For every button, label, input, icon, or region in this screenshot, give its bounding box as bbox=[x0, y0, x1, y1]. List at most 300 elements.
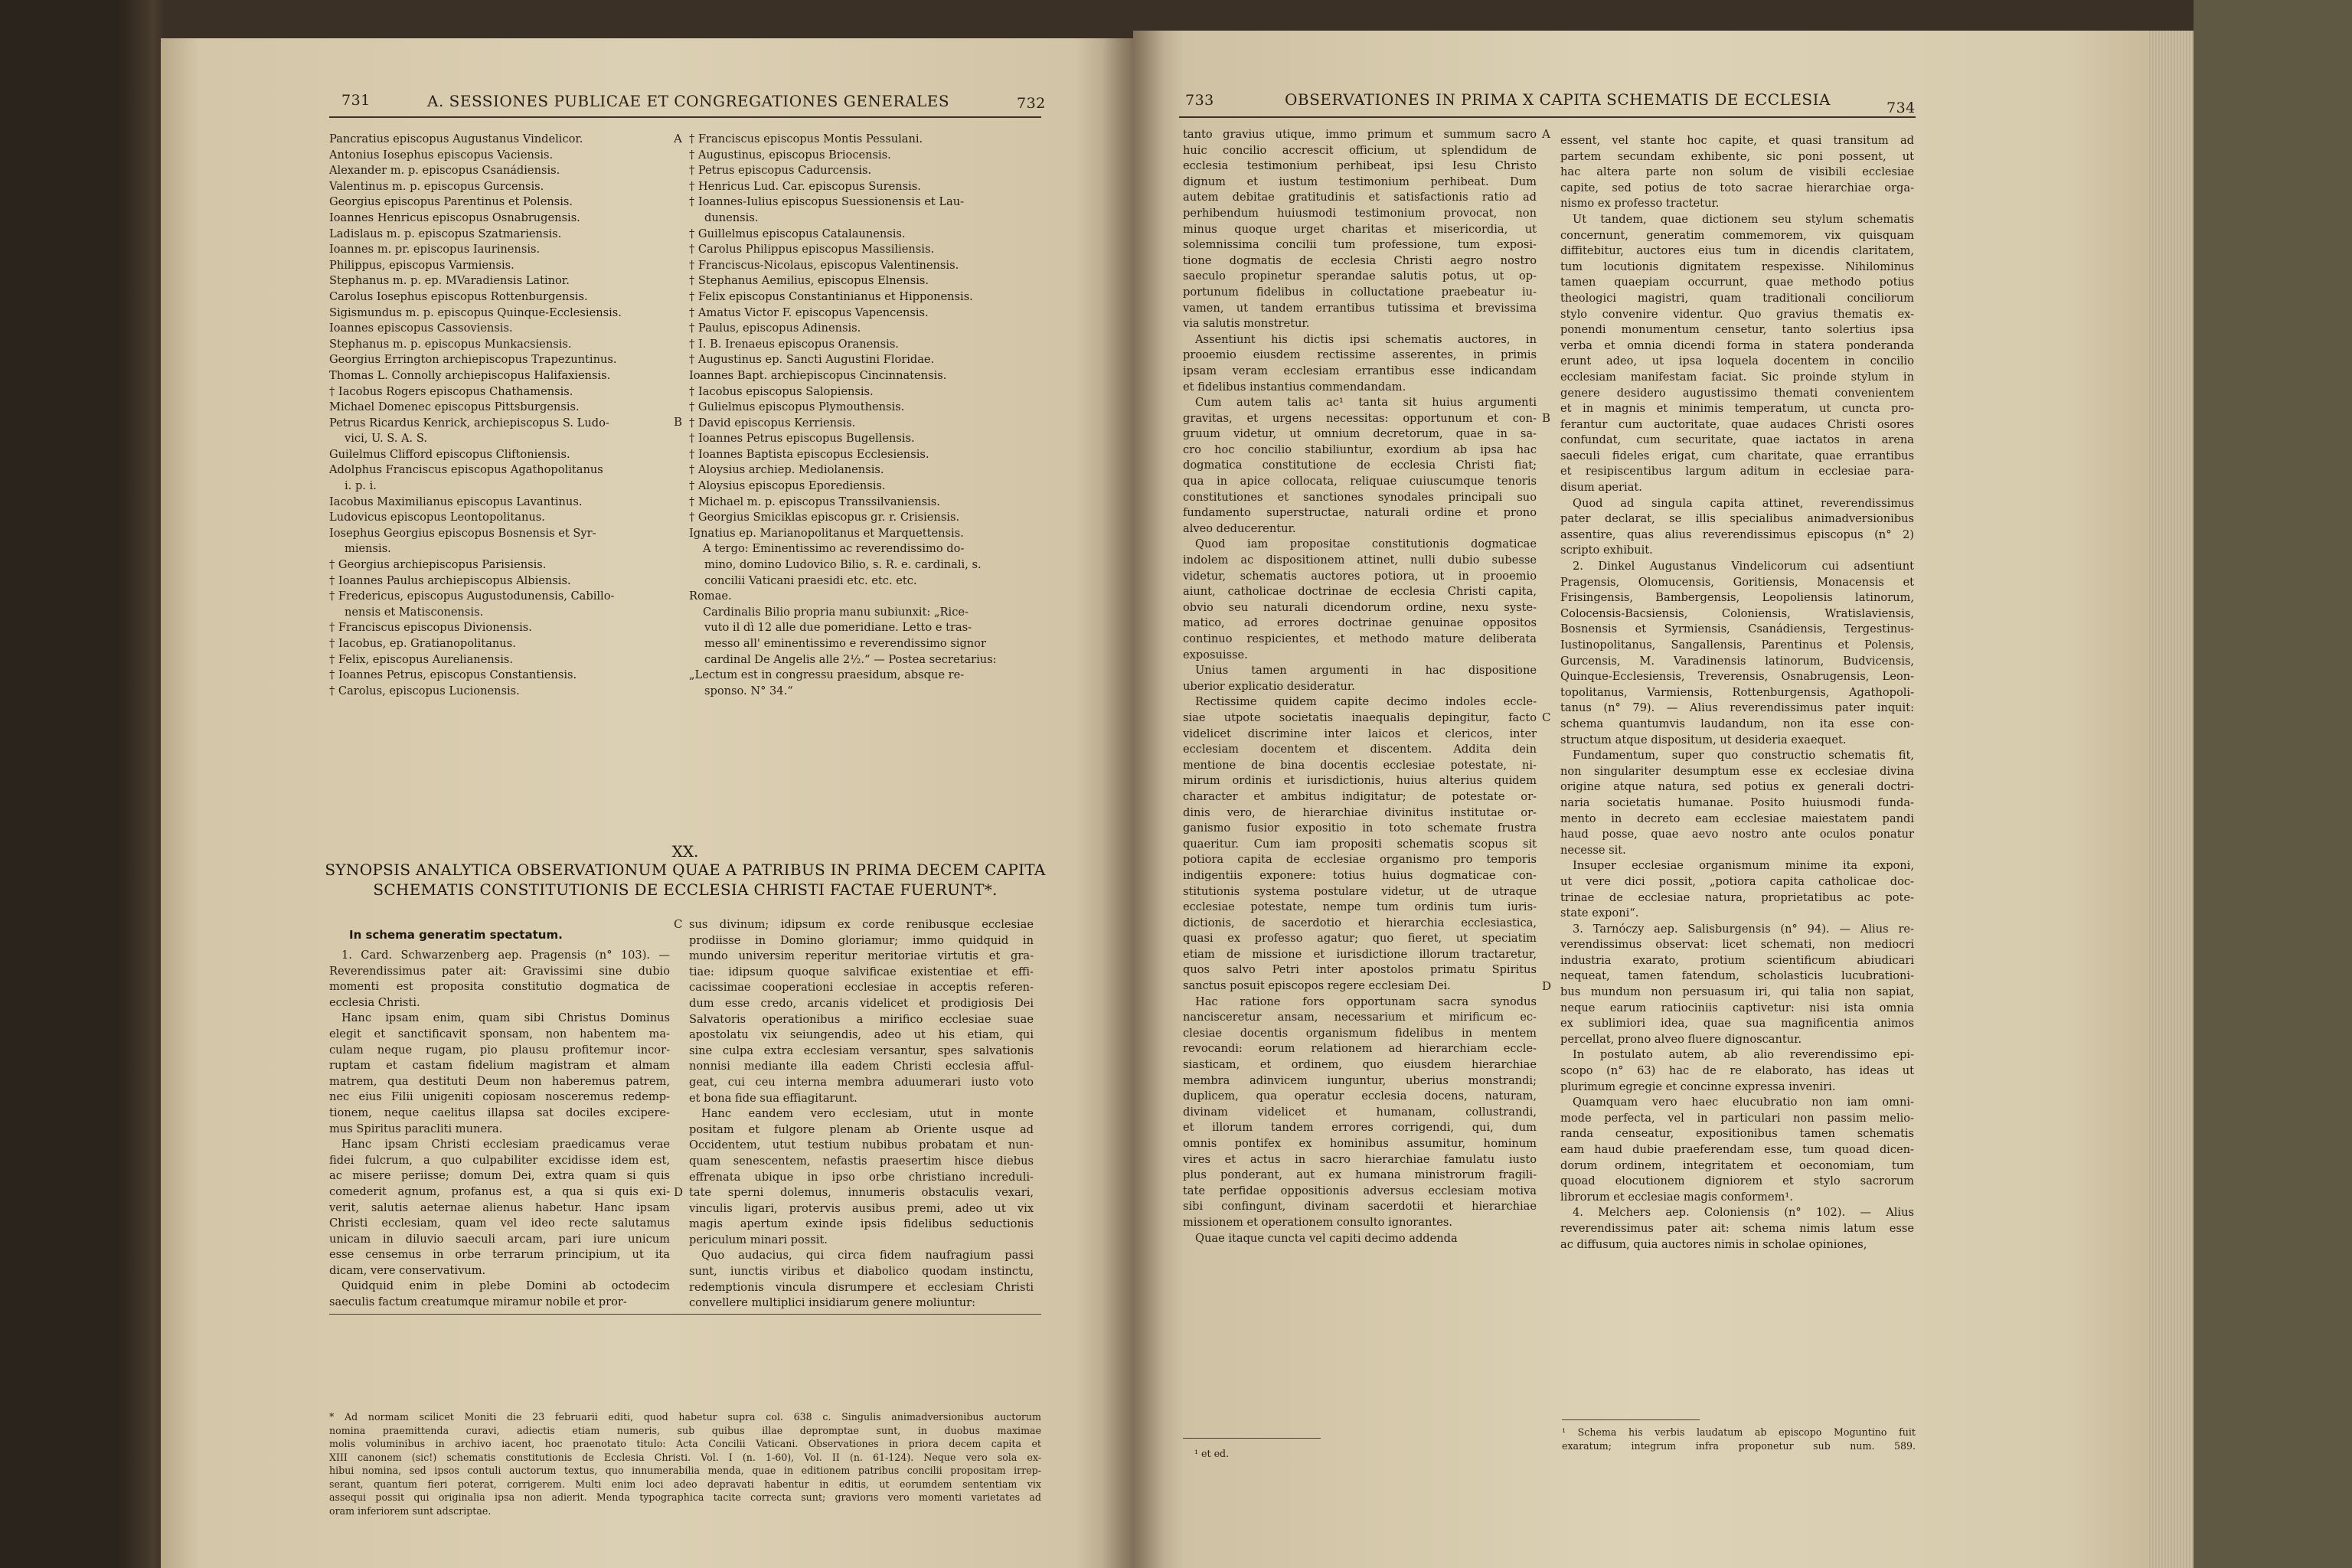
text-line: mode perfecta, vel in particulari non passim melio- bbox=[1560, 1111, 1914, 1125]
text-line: quasi ex professo agatur; quo fieret, ut speciatim bbox=[1183, 932, 1537, 946]
text-line: Reverendissimus pater ait: Gravissimi sine dubio bbox=[329, 964, 670, 978]
text-line: † Augustinus ep. Sancti Augustini Floridae. bbox=[689, 353, 935, 367]
text-line: † Petrus episcopus Cadurcensis. bbox=[689, 164, 872, 178]
left-col2-signatures bbox=[689, 132, 1034, 699]
text-line: comederit agnum, profanus est, a qua si quis exi- bbox=[329, 1184, 670, 1198]
text-line: dicam, vere conservativum. bbox=[329, 1263, 486, 1277]
text-line: Ut tandem, quae dictionem seu stylum schematis bbox=[1573, 212, 1914, 226]
text-line: bus mundum non persuasum iri, qui talia non sapiat, bbox=[1560, 985, 1914, 999]
text-line: Quod iam propositae constitutionis dogmaticae bbox=[1195, 537, 1537, 551]
text-line: * Ad normam scilicet Moniti die 23 februarii editi, quod habetur supra col. 638 c. Singulis animadversionibus auctorum bbox=[329, 1411, 1041, 1423]
margin-letter-c-right: C bbox=[1542, 710, 1551, 724]
text-line: † Ioannes Petrus episcopus Bugellensis. bbox=[689, 432, 915, 446]
text-line: percellat, prono alveo fluere dignoscantur. bbox=[1560, 1032, 1802, 1046]
left-col4-text bbox=[689, 917, 1034, 1312]
text-line: † Franciscus episcopus Montis Pessulani. bbox=[689, 132, 923, 145]
text-line: ut vere dici possit, „potiora capita catholicae doc- bbox=[1560, 874, 1914, 888]
text-line: Ignatius ep. Marianopolitanus et Marquettensis. bbox=[689, 526, 964, 540]
text-line: Alexander m. p. episcopus Csanádiensis. bbox=[329, 164, 560, 178]
text-line: stitutionis systema postulare videtur, ut de utraque bbox=[1183, 884, 1537, 898]
text-line: structum atque dispositum, ut desideria exaequet. bbox=[1560, 733, 1847, 746]
text-line: etiam de missione et iurisdictione illorum tractaretur, bbox=[1183, 947, 1537, 961]
text-line: character et ambitus indigitatur; de potestate or- bbox=[1183, 789, 1537, 803]
text-line: quoad elocutionem digniorem et stylo sacrorum bbox=[1560, 1174, 1914, 1188]
text-line: Christi ecclesiam, quam vel ideo recte salutamus bbox=[329, 1217, 670, 1230]
text-line: convellere multiplici insidiarum genere moliuntur: bbox=[689, 1296, 976, 1310]
text-line: † Iacobus episcopus Salopiensis. bbox=[689, 384, 874, 398]
text-line: saeculo propinetur sperandae salutis potus, ut op- bbox=[1183, 270, 1537, 283]
text-line: videtur, schematis auctores potiora, ut in prooemio bbox=[1183, 569, 1537, 583]
text-line: Cum autem talis ac¹ tanta sit huius argumenti bbox=[1195, 396, 1537, 410]
left-col3-text bbox=[329, 948, 670, 1311]
text-line: XIII canonem (sic!) schematis constitutionis de Ecclesia Christi. Vol. I (n. 1-60), Vol. II (n. 61-124). Neque vero sola ex- bbox=[329, 1451, 1041, 1463]
text-line: Hac ratione fors opportunam sacra synodus bbox=[1195, 995, 1537, 1008]
margin-letter-b-right: B bbox=[1542, 411, 1551, 425]
text-line: videlicet discrimine inter laicos et clericos, inter bbox=[1183, 727, 1537, 740]
text-line: Thomas L. Connolly archiepiscopus Halifaxiensis. bbox=[329, 368, 611, 382]
text-line: miensis. bbox=[345, 542, 391, 556]
text-line: Gurcensis, M. Varadinensis latinorum, Budvicensis, bbox=[1560, 654, 1914, 668]
text-line: continuo respicientes, et methodo mature deliberata bbox=[1183, 632, 1537, 645]
text-line: ex sublimiori idea, quae sua magnificentia animos bbox=[1560, 1017, 1914, 1031]
text-line: sine culpa extra ecclesiam versantur, spes salvationis bbox=[689, 1044, 1034, 1057]
text-line: † Aloysius episcopus Eporediensis. bbox=[689, 479, 886, 493]
text-line: potiora capita de ecclesiae organismo pro temporis bbox=[1183, 853, 1537, 867]
text-line: state exponi“. bbox=[1560, 906, 1639, 920]
section-title-line1: SYNOPSIS ANALYTICA OBSERVATIONUM QUAE A PATRIBUS IN PRIMA DECEM CAPITA bbox=[325, 861, 1046, 879]
text-line: concilii Vaticani praesidi etc. etc. etc. bbox=[704, 573, 917, 587]
text-line: divinam videlicet et humanam, collustrandi, bbox=[1183, 1105, 1537, 1119]
text-line: † Franciscus episcopus Divionensis. bbox=[329, 621, 532, 635]
right-page-number-left: 733 bbox=[1185, 92, 1214, 109]
left-footnote bbox=[329, 1410, 1041, 1517]
left-page-number-left: 731 bbox=[341, 92, 371, 109]
text-line: trinae de ecclesiae natura, proprietatibus ac pote- bbox=[1560, 890, 1914, 904]
text-line: Georgius Errington archiepiscopus Trapezuntinus. bbox=[329, 353, 617, 367]
text-line: geat, cui ceu interna membra aduumerari iusto voto bbox=[689, 1075, 1034, 1089]
text-line: missionem et operationem consulto ignorantes. bbox=[1183, 1215, 1452, 1229]
text-line: siae utpote societatis inaequalis depingitur, facto bbox=[1183, 710, 1537, 724]
text-line: gravitas, et urgens necessitas: opportunum et con- bbox=[1183, 411, 1537, 425]
text-line: sponso. N° 34.“ bbox=[704, 684, 793, 697]
text-line: „Lectum est in congressu praesidum, absque re- bbox=[689, 668, 965, 682]
text-line: Petrus Ricardus Kenrick, archiepiscopus S. Ludo- bbox=[329, 416, 609, 430]
text-line: Assentiunt his dictis ipsi schematis auctores, in bbox=[1195, 332, 1537, 346]
margin-letter-c-left: C bbox=[674, 917, 683, 931]
left-footnote-rule bbox=[329, 1314, 1041, 1315]
text-line: Pragensis, Olomucensis, Goritiensis, Monacensis et bbox=[1560, 575, 1914, 589]
text-line: hac altera parte non solum de visibili ecclesiae bbox=[1560, 165, 1914, 179]
text-line: Stephanus m. p. ep. MVaradiensis Latinor. bbox=[329, 274, 570, 288]
text-line: dictionis, de sacerdotio et hierarchia ecclesiastica, bbox=[1183, 916, 1537, 929]
text-line: ganismo fusior expositio in toto schemate frustra bbox=[1183, 822, 1537, 835]
text-line: assentire, quas alius reverendissimus episcopus (n° 2) bbox=[1560, 528, 1914, 541]
text-line: positam et fulgore plenam ab Oriente usque ad bbox=[689, 1122, 1034, 1136]
text-line: Fundamentum, super quo constructio schematis fit, bbox=[1573, 749, 1914, 763]
text-line: mentione de bina docentis ecclesiae potestate, ni- bbox=[1183, 758, 1537, 772]
text-line: ferantur cum auctoritate, quae audaces Christi osores bbox=[1560, 417, 1914, 431]
text-line: Sigismundus m. p. episcopus Quinque-Ecclesiensis. bbox=[329, 305, 622, 319]
text-line: diffitebitur, auctores eius tum in dicendis claritatem, bbox=[1560, 244, 1914, 258]
text-line: ecclesiam docentem et discentem. Addita dein bbox=[1183, 743, 1537, 756]
text-line: culam neque rugam, pio plausu profitemur incor- bbox=[329, 1043, 670, 1057]
text-line: plus ponderant, aut ex humana ministrorum fragili- bbox=[1183, 1168, 1537, 1182]
text-line: 4. Melchers aep. Coloniensis (n° 102). — Alius bbox=[1573, 1206, 1914, 1220]
text-line: Ludovicus episcopus Leontopolitanus. bbox=[329, 511, 545, 524]
text-line: duplicem, qua operatur ecclesia docens, naturam, bbox=[1183, 1089, 1537, 1103]
text-line: Salvatoris operationibus a mirifico ecclesiae suae bbox=[689, 1012, 1034, 1026]
margin-letter-b-left: B bbox=[674, 415, 683, 429]
text-line: Rectissime quidem capite decimo indoles eccle- bbox=[1195, 695, 1537, 709]
text-line: neque earum ratiociniis captivetur: nisi ista omnia bbox=[1560, 1001, 1914, 1014]
text-line: Stephanus m. p. episcopus Munkacsiensis. bbox=[329, 337, 572, 351]
text-line: Quinque-Ecclesiensis, Treverensis, Osnabrugensis, Leon- bbox=[1560, 670, 1914, 684]
text-line: Cardinalis Bilio propria manu subiunxit: „Rice- bbox=[703, 605, 969, 619]
text-line: apostolatu vix seiungendis, adeo ut his etiam, qui bbox=[689, 1028, 1034, 1042]
text-line: Colocensis-Bacsiensis, Coloniensis, Wratislaviensis, bbox=[1560, 606, 1914, 620]
text-line: tanus (n° 79). — Alius reverendissimus pater inquit: bbox=[1560, 701, 1914, 715]
text-line: oram inferiorem sunt adscriptae. bbox=[329, 1504, 492, 1517]
text-line: Adolphus Franciscus episcopus Agathopolitanus bbox=[329, 463, 603, 477]
left-page-number-right: 732 bbox=[1017, 95, 1046, 112]
text-line: † Aloysius archiep. Mediolanensis. bbox=[689, 463, 884, 477]
text-line: aiunt, catholicae doctrinae de ecclesia Christi capita, bbox=[1183, 585, 1537, 599]
text-line: messo all' eminentissimo e reverendissimo signor bbox=[704, 637, 986, 650]
text-line: erunt adeo, ut ipsa loquela docentem in concilio bbox=[1560, 354, 1914, 368]
text-line: Antonius Iosephus episcopus Vaciensis. bbox=[329, 148, 554, 162]
margin-letter-d-right: D bbox=[1542, 979, 1552, 993]
text-line: exposuisse. bbox=[1183, 648, 1248, 662]
text-line: Quidquid enim in plebe Domini ab octodecim bbox=[341, 1279, 670, 1293]
text-line: Hanc ipsam Christi ecclesiam praedicamus verae bbox=[341, 1138, 670, 1152]
text-line: saeculi fideles erigat, cum charitate, quae errantibus bbox=[1560, 449, 1914, 462]
text-line: nismo ex professo tractetur. bbox=[1560, 197, 1720, 211]
text-line: ecclesia testimonium perhibeat, ipsi Iesu Christo bbox=[1183, 159, 1537, 173]
text-line: haud posse, quae aevo nostro ante oculos ponatur bbox=[1560, 828, 1914, 841]
text-line: concernunt, generatim commemorem, vix quisquam bbox=[1560, 228, 1914, 242]
text-line: obvio seu naturali dicendorum ordine, nexu syste- bbox=[1183, 600, 1537, 614]
text-line: exaratum; integrum infra proponetur sub num. 589. bbox=[1562, 1439, 1916, 1452]
text-line: perhibendum huiusmodi testimonium provocat, non bbox=[1183, 206, 1537, 220]
text-line: nec eius Filii unigeniti copiosam nosceremus redemp- bbox=[329, 1090, 670, 1104]
text-line: tate perfidae oppositionis adversus ecclesiam motiva bbox=[1183, 1184, 1537, 1197]
text-line: † Felix episcopus Constantinianus et Hipponensis. bbox=[689, 289, 973, 303]
text-line: vuto il dì 12 alle due pomeridiane. Letto e tras- bbox=[704, 621, 972, 635]
text-line: essent, vel stante hoc capite, et quasi transitum ad bbox=[1560, 134, 1914, 147]
text-line: † Carolus Philippus episcopus Massiliensis. bbox=[689, 243, 935, 256]
text-line: pater declarat, se illis specialibus animadversionibus bbox=[1560, 512, 1914, 526]
text-line: industria exarato, protium scientificum abiudicari bbox=[1560, 953, 1914, 967]
text-line: indolem ac dispositionem attinet, nulli dubio subesse bbox=[1183, 554, 1537, 567]
text-line: † Ioannes-Iulius episcopus Suessionensis et Lau- bbox=[689, 195, 965, 209]
text-line: tanto gravius utique, immo primum et summum sacro bbox=[1183, 128, 1537, 141]
text-line: necesse sit. bbox=[1560, 843, 1626, 857]
text-line: capite, sed potius de toto sacrae hierarchiae orga- bbox=[1560, 181, 1914, 194]
text-line: † Paulus, episcopus Adinensis. bbox=[689, 322, 861, 335]
table-surface bbox=[2194, 0, 2352, 1568]
left-header-rule bbox=[329, 116, 1041, 118]
text-line: † Georgius Smiciklas episcopus gr. r. Crisiensis. bbox=[689, 511, 960, 524]
text-line: Georgius episcopus Parentinus et Polensis. bbox=[329, 195, 573, 209]
text-line: quam senescentem, nefastis praesertim hisce diebus bbox=[689, 1154, 1034, 1168]
text-line: librorum et ecclesiae magis conformem¹. bbox=[1560, 1190, 1793, 1204]
text-line: reverendissimus pater ait: schema nimis latum esse bbox=[1560, 1221, 1914, 1235]
right-page-running-title: OBSERVATIONES IN PRIMA X CAPITA SCHEMATIS DE ECCLESIA bbox=[1285, 90, 1831, 109]
text-line: plurimum egregie et concinne expressa inveniri. bbox=[1560, 1080, 1836, 1093]
text-line: Unius tamen argumenti in hac dispositione bbox=[1195, 664, 1537, 678]
text-line: confundat, cum securitate, quae iactatos in arena bbox=[1560, 433, 1914, 447]
text-line: verba et omnia dicendi forma in statera ponderanda bbox=[1560, 338, 1914, 352]
text-line: hibui nomina, sed ipsos contuli auctorum textus, quo innumerabilia menda, quae in editionem patribus concilii propositam irrep- bbox=[329, 1465, 1041, 1476]
text-line: randa censeatur, expositionibus tamen schematis bbox=[1560, 1127, 1914, 1141]
text-line: ecclesiae potestate, nempe tum ordinis tum iuris- bbox=[1183, 900, 1537, 914]
text-line: † Gulielmus episcopus Plymouthensis. bbox=[689, 400, 905, 414]
text-line: origine atque natura, sed potius ex generali doctri- bbox=[1560, 780, 1914, 794]
text-line: assequi possit qui originalia ipsa non adierit. Menda typographica tacite correcta sunt; graviorıs vero momenti varietates ad bbox=[329, 1491, 1041, 1503]
text-line: Quo audacius, qui circa fidem naufragium passi bbox=[701, 1249, 1034, 1263]
text-line: huic concilio accrescit officium, ut splendidum de bbox=[1183, 143, 1537, 157]
text-line: † Iacobus Rogers episcopus Chathamensis. bbox=[329, 384, 573, 398]
text-line: molis voluminibus in archivo iacent, hoc praenotato titulo: Acta Concilii Vaticani. Observationes in priora decem capita et bbox=[329, 1438, 1041, 1449]
page-edges bbox=[2148, 31, 2194, 1568]
text-line: ruptam et castam fidelium magistram et almam bbox=[329, 1059, 670, 1073]
text-line: Iacobus Maximilianus episcopus Lavantinus. bbox=[329, 495, 583, 508]
text-line: verit, salutis aeternae alienus habetur. Hanc ipsam bbox=[329, 1200, 670, 1214]
text-line: Romae. bbox=[689, 590, 732, 603]
text-line: periculum minari possit. bbox=[689, 1233, 828, 1246]
text-line: Guilelmus Clifford episcopus Cliftoniensis. bbox=[329, 447, 570, 461]
margin-letter-a-left: A bbox=[674, 132, 682, 145]
text-line: Frisingensis, Bambergensis, Leopoliensis latinorum, bbox=[1560, 591, 1914, 605]
right-footnote-right bbox=[1562, 1426, 1916, 1452]
text-line: redemptionis vincula disrumpere et ecclesiam Christi bbox=[689, 1280, 1034, 1294]
text-line: matico, ad errores doctrinae genuinae oppositos bbox=[1183, 616, 1537, 630]
text-line: A tergo: Eminentissimo ac reverendissimo do- bbox=[703, 542, 965, 556]
text-line: et fidelibus instantius commendandam. bbox=[1183, 380, 1406, 394]
text-line: tiae: idipsum quoque salvificae existentiae et effi- bbox=[689, 965, 1034, 978]
margin-letter-d-left: D bbox=[674, 1185, 684, 1199]
book-gutter bbox=[1102, 31, 1164, 1568]
text-line: i. p. i. bbox=[345, 479, 377, 493]
text-line: nequeat, tamen fatendum, scholasticis lucubrationi- bbox=[1560, 969, 1914, 983]
text-line: 2. Dinkel Augustanus Vindelicorum cui adsentiunt bbox=[1573, 560, 1914, 573]
text-line: fundamento superstructae, naturali ordine et prono bbox=[1183, 506, 1537, 520]
text-line: Carolus Iosephus episcopus Rottenburgensis. bbox=[329, 289, 588, 303]
text-line: ecclesiam manifestam faciat. Sic proinde stylum in bbox=[1560, 370, 1914, 384]
text-line: effrenata ubique in ipso orbe christiano increduli- bbox=[689, 1170, 1034, 1184]
right-col1-text bbox=[1183, 127, 1537, 1246]
text-line: non singulariter desumptum esse ex ecclesiae divina bbox=[1560, 764, 1914, 778]
text-line: eam haud dubie praeferendam esse, tum quoad dicen- bbox=[1560, 1143, 1914, 1156]
text-line: tione dogmatis de ecclesia Christi aegro nostro bbox=[1183, 253, 1537, 267]
text-line: clesiae docentis organismum fidelibus in mentem bbox=[1183, 1026, 1537, 1040]
text-line: genere desidero augustissimo themati convenientem bbox=[1560, 386, 1914, 400]
text-line: Occidentem, utut testium nubibus probatam et nun- bbox=[689, 1138, 1034, 1152]
text-line: topolitanus, Varmiensis, Rottenburgensis, Agathopoli- bbox=[1560, 685, 1914, 699]
text-line: revocandi: eorum relationem ad hierarchiam eccle- bbox=[1183, 1042, 1537, 1056]
margin-letter-a-right: A bbox=[1542, 127, 1550, 141]
text-line: † Iacobus, ep. Gratianopolitanus. bbox=[329, 637, 516, 650]
text-line: Pancratius episcopus Augustanus Vindelicor. bbox=[329, 132, 583, 145]
text-line: cacissimae cooperationi ecclesiae in acceptis referen- bbox=[689, 981, 1034, 995]
text-line: † Augustinus, episcopus Briocensis. bbox=[689, 148, 891, 162]
text-line: cro hoc concilio stabiliuntur, exordium ab ipsa hac bbox=[1183, 443, 1537, 456]
text-line: alveo deducerentur. bbox=[1183, 521, 1296, 535]
text-line: † Ioannes Baptista episcopus Ecclesiensis. bbox=[689, 447, 929, 461]
text-line: matrem, qua destituti Deum non haberemus patrem, bbox=[329, 1074, 670, 1088]
text-line: et in magnis et minimis temperatum, ut cuncta pro- bbox=[1560, 402, 1914, 416]
text-line: † Guillelmus episcopus Catalaunensis. bbox=[689, 227, 906, 240]
text-line: fidei fulcrum, a quo culpabiliter excidisse idem est, bbox=[329, 1153, 670, 1167]
text-line: mino, domino Ludovico Bilio, s. R. e. cardinali, s. bbox=[704, 558, 982, 572]
text-line: sibi confingunt, divinam sacerdotii et hierarchiae bbox=[1183, 1200, 1537, 1214]
text-line: Bosnensis et Syrmiensis, Csanádiensis, Tergestinus- bbox=[1560, 622, 1914, 636]
text-line: ac diffusum, quia auctores nimis in scholae opiniones, bbox=[1560, 1237, 1867, 1251]
text-line: sanctus posuit episcopos regere ecclesiam Dei. bbox=[1183, 979, 1451, 993]
text-line: ecclesia Christi. bbox=[329, 995, 420, 1009]
text-line: Ioannes m. pr. episcopus Iaurinensis. bbox=[329, 243, 541, 256]
text-line: dinis vero, de hierarchiae divinitus institutae or- bbox=[1183, 805, 1537, 819]
text-line: Ioannes episcopus Cassoviensis. bbox=[329, 322, 513, 335]
text-line: † Ioannes Petrus, episcopus Constantiensis. bbox=[329, 668, 577, 682]
text-line: qua in apice collocata, reliquae cuiuscumque tenoris bbox=[1183, 475, 1537, 488]
text-line: † Felix, episcopus Aurelianensis. bbox=[329, 652, 514, 666]
text-line: serant, quantum fieri poterat, corrigerem. Multi enim loci adeo depravati habentur in editis, ut eorumdem sententiam vix bbox=[329, 1478, 1041, 1490]
text-line: prodiisse in Domino gloriamur; immo quidquid in bbox=[689, 933, 1034, 947]
text-line: Hanc eandem vero ecclesiam, utut in monte bbox=[701, 1107, 1034, 1121]
section-title-line2: SCHEMATIS CONSTITUTIONIS DE ECCLESIA CHRISTI FACTAE FUERUNT*. bbox=[373, 880, 998, 899]
text-line: vamen, ut tandem errantibus tutissima et brevissima bbox=[1183, 301, 1537, 315]
right-page-number-right: 734 bbox=[1886, 100, 1916, 116]
subheading-schema-generatim: In schema generatim spectatum. bbox=[349, 928, 563, 942]
text-line: constitutiones et sanctiones synodales principali suo bbox=[1183, 490, 1537, 504]
text-line: ac misere periisse; domum Dei, extra quam si quis bbox=[329, 1169, 670, 1183]
text-line: magis apertum exinde ipsis fidelibus seductionis bbox=[689, 1217, 1034, 1231]
text-line: dum esse credo, arcanis videlicet et prodigiosis Dei bbox=[689, 996, 1034, 1010]
right-header-rule bbox=[1179, 116, 1916, 118]
text-line: vici, U. S. A. S. bbox=[345, 432, 427, 446]
section-number: XX. bbox=[671, 842, 699, 861]
right-footnote-left: ¹ et ed. bbox=[1194, 1448, 1230, 1459]
text-line: Ladislaus m. p. episcopus Szatmariensis. bbox=[329, 227, 562, 240]
text-line: Valentinus m. p. episcopus Gurcensis. bbox=[329, 179, 544, 193]
text-line: † Fredericus, episcopus Augustodunensis, Cabillo- bbox=[329, 590, 615, 603]
text-line: quos salvo Petri inter apostolos primatu Spiritus bbox=[1183, 963, 1537, 977]
text-line: portunum fidelibus in colluctatione praebeatur iu- bbox=[1183, 285, 1537, 299]
text-line: cardinal De Angelis alle 2½.“ — Postea secretarius: bbox=[704, 652, 997, 666]
text-line: † Amatus Victor F. episcopus Vapencensis. bbox=[689, 305, 929, 319]
text-line: vinculis ligari, protervis ausibus premi, adeo ut vix bbox=[689, 1201, 1034, 1215]
text-line: † Stephanus Aemilius, episcopus Elnensis. bbox=[689, 274, 929, 288]
text-line: nomina praemittenda curavi, adiectis etiam numeris, sub quibus illae depromptae sunt, in duobus maximae bbox=[329, 1424, 1041, 1436]
text-line: esse censemus in orbe terrarum principium, ut ita bbox=[329, 1248, 670, 1262]
text-line: vires et actus in sacro hierarchiae famulatu iusto bbox=[1183, 1152, 1537, 1166]
text-line: omnis pontifex ex hominibus assumitur, hominum bbox=[1183, 1137, 1537, 1150]
text-line: † Carolus, episcopus Lucionensis. bbox=[329, 684, 520, 697]
text-line: et illorum tandem errores corrigendi, qui, dum bbox=[1183, 1121, 1537, 1135]
text-line: Quae itaque cuncta vel capiti decimo addenda bbox=[1195, 1231, 1458, 1245]
text-line: Ioannes Bapt. archiepiscopus Cincinnatensis. bbox=[689, 368, 947, 382]
text-line: dunensis. bbox=[704, 211, 759, 224]
text-line: nancisceretur ansam, necessarium et mirificum ec- bbox=[1183, 1011, 1537, 1024]
text-line: ¹ Schema his verbis laudatum ab episcopo Moguntino fuit bbox=[1562, 1426, 1916, 1438]
text-line: Philippus, episcopus Varmiensis. bbox=[329, 258, 514, 272]
text-line: indigentiis exponere: totius huius dogmaticae con- bbox=[1183, 868, 1537, 882]
text-line: saeculis factum creatumque miramur nobile et pror- bbox=[329, 1295, 627, 1309]
text-line: nensis et Matisconensis. bbox=[345, 605, 484, 619]
text-line: mento in decreto eam ecclesiae maiestatem pandi bbox=[1560, 812, 1914, 825]
text-line: Ioannes Henricus episcopus Osnabrugensis. bbox=[329, 211, 580, 224]
text-line: et bona fide sua effiagitarunt. bbox=[689, 1091, 858, 1105]
text-line: Iustinopolitanus, Sangallensis, Parentinus et Polensis, bbox=[1560, 639, 1914, 652]
text-line: scripto exhibuit. bbox=[1560, 544, 1653, 557]
text-line: † Franciscus-Nicolaus, episcopus Valentinensis. bbox=[689, 258, 959, 272]
text-line: scopo (n° 63) hac de re elaborato, has ideas ut bbox=[1560, 1064, 1914, 1078]
left-page-running-title: A. SESSIONES PUBLICAE ET CONGREGATIONES GENERALES bbox=[427, 92, 950, 110]
text-line: elegit et sanctificavit sponsam, non habentem ma- bbox=[329, 1027, 670, 1040]
text-line: Quod ad singula capita attinet, reverendissimus bbox=[1573, 496, 1914, 510]
text-line: et resipiscentibus largum aditum in ecclesiae para- bbox=[1560, 465, 1914, 479]
text-line: dignum et iustum testimonium perhibeat. Dum bbox=[1183, 175, 1537, 188]
text-line: † David episcopus Kerriensis. bbox=[689, 416, 856, 430]
text-line: ipsam veram ecclesiam errantibus esse indicandam bbox=[1183, 364, 1537, 377]
text-line: uberior explicatio desideratur. bbox=[1183, 679, 1355, 693]
text-line: nonnisi mediante illa eadem Christi ecclesia afful- bbox=[689, 1060, 1034, 1073]
text-line: naria societatis humanae. Posito huiusmodi funda- bbox=[1560, 795, 1914, 809]
text-line: partem secundam exhibente, sic poni possent, ut bbox=[1560, 149, 1914, 163]
text-line: gruum videtur, ut omnium decretorum, quae in sa- bbox=[1183, 427, 1537, 441]
text-line: membra adinvicem iunguntur, uberius monstrandi; bbox=[1183, 1073, 1537, 1087]
text-line: sus divinum; idipsum ex corde renibusque ecclesiae bbox=[689, 918, 1034, 931]
text-line: tamen quaepiam occurrunt, quae methodo potius bbox=[1560, 276, 1914, 289]
text-line: verendissimus observat: licet schemati, non mediocri bbox=[1560, 938, 1914, 952]
text-line: ponendi monumentum censetur, tanto solertius ipsa bbox=[1560, 323, 1914, 337]
text-line: schema quantumvis laudandum, non ita esse con- bbox=[1560, 717, 1914, 730]
right-footnote-rule-left bbox=[1183, 1438, 1321, 1439]
text-line: stylo convenire videntur. Quo gravius thematis ex- bbox=[1560, 307, 1914, 321]
text-line: unicam in diluvio saeculi arcam, pari iure unicum bbox=[329, 1232, 670, 1246]
text-line: sunt, iunctis viribus et diabolico quodam instinctu, bbox=[689, 1265, 1034, 1279]
text-line: via salutis monstretur. bbox=[1183, 317, 1310, 331]
text-line: momenti est proposita constitutio dogmatica de bbox=[329, 980, 670, 994]
right-footnote-rule-right bbox=[1562, 1419, 1700, 1420]
text-line: † Michael m. p. episcopus Transsilvaniensis. bbox=[689, 495, 940, 508]
text-line: tate sperni dolemus, innumeris obstaculis vexari, bbox=[689, 1186, 1034, 1200]
text-line: Quamquam vero haec elucubratio non iam omni- bbox=[1573, 1096, 1914, 1109]
text-line: † Ioannes Paulus archiepiscopus Albiensis. bbox=[329, 573, 571, 587]
text-line: minus quoque urget charitas et misericordia, ut bbox=[1183, 222, 1537, 236]
text-line: 1. Card. Schwarzenberg aep. Pragensis (n° 103). — bbox=[341, 949, 670, 962]
text-line: In postulato autem, ab alio reverendissimo epi- bbox=[1573, 1048, 1914, 1062]
text-line: siasticam, et ordinem, quo eiusdem hierarchiae bbox=[1183, 1058, 1537, 1072]
text-line: autem debitae gratitudinis et satisfactionis ratio ad bbox=[1183, 191, 1537, 204]
text-line: Iosephus Georgius episcopus Bosnensis et Syr- bbox=[329, 526, 596, 540]
text-line: tum locutionis dignitatem respexisse. Nihilominus bbox=[1560, 260, 1914, 273]
text-line: mirum ordinis et iurisdictionis, huius alterius quidem bbox=[1183, 774, 1537, 788]
left-col1-signatures bbox=[329, 132, 670, 699]
text-line: dorum ordinem, integritatem et oeconomiam, tum bbox=[1560, 1158, 1914, 1172]
text-line: solemnissima concilii tum professione, tum exposi- bbox=[1183, 238, 1537, 252]
text-line: quaeritur. Cum iam propositi schematis scopus sit bbox=[1183, 837, 1537, 851]
text-line: Michael Domenec episcopus Pittsburgensis. bbox=[329, 400, 580, 414]
text-line: disum aperiat. bbox=[1560, 481, 1642, 495]
text-line: Hanc ipsam enim, quam sibi Christus Dominus bbox=[341, 1011, 670, 1025]
text-line: dogmatica constitutione de ecclesia Christi fiat; bbox=[1183, 459, 1537, 472]
text-line: mus Spiritus paracliti munera. bbox=[329, 1122, 503, 1135]
text-line: † I. B. Irenaeus episcopus Oranensis. bbox=[689, 337, 899, 351]
text-line: mundo universim reperitur meritoriae virtutis et gra- bbox=[689, 949, 1034, 963]
right-col2-text bbox=[1560, 133, 1914, 1253]
